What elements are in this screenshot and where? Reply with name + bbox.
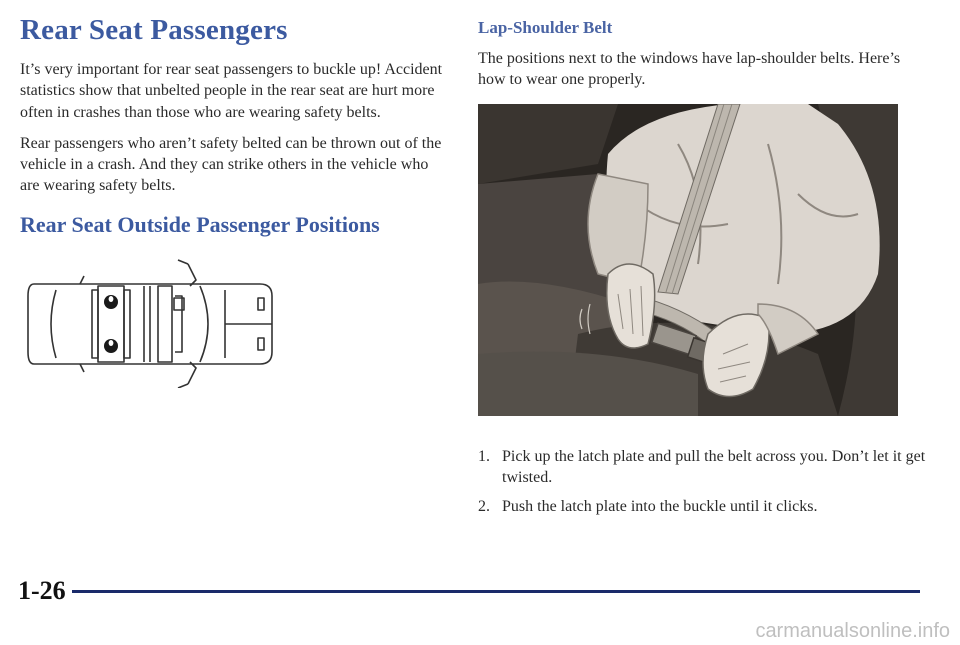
warning-paragraph: Rear passengers who aren’t safety belted can be thrown out of the vehicle in a crash. And they can strike others in the vehicle who are wearing safety belts.: [20, 134, 442, 194]
footer-divider: [72, 590, 920, 593]
page-number: 1-26: [18, 576, 66, 605]
left-column: [20, 14, 450, 238]
list-item: [478, 446, 928, 488]
step-number: 2.: [478, 498, 490, 516]
steps-list: [478, 446, 928, 525]
section-title: Rear Seat Outside Passenger Positions: [20, 212, 380, 237]
intro-paragraph: It’s very important for rear seat passengers to buckle up! Accident statistics show that unbelted people in the rear seat are hurt more often in crashes than those who are wearing safety belts.: [20, 61, 443, 121]
step-text: Push the latch plate into the buckle until it clicks.: [502, 498, 818, 516]
page-title: Rear Seat Passengers: [20, 14, 288, 46]
watermark: carmanualsonline.info: [755, 620, 950, 642]
list-item: [478, 496, 928, 517]
belt-buckling-illustration: [478, 104, 898, 416]
lap-shoulder-intro: The positions next to the windows have lap-shoulder belts. Here’s how to wear one properly.: [478, 50, 901, 89]
vehicle-seat-diagram: [20, 256, 290, 388]
lap-shoulder-belt-heading: Lap-Shoulder Belt: [478, 18, 613, 37]
step-number: 1.: [478, 448, 490, 465]
step-text: Pick up the latch plate and pull the belt across you. Don’t let it get twisted.: [502, 448, 926, 487]
right-column: [478, 14, 918, 100]
